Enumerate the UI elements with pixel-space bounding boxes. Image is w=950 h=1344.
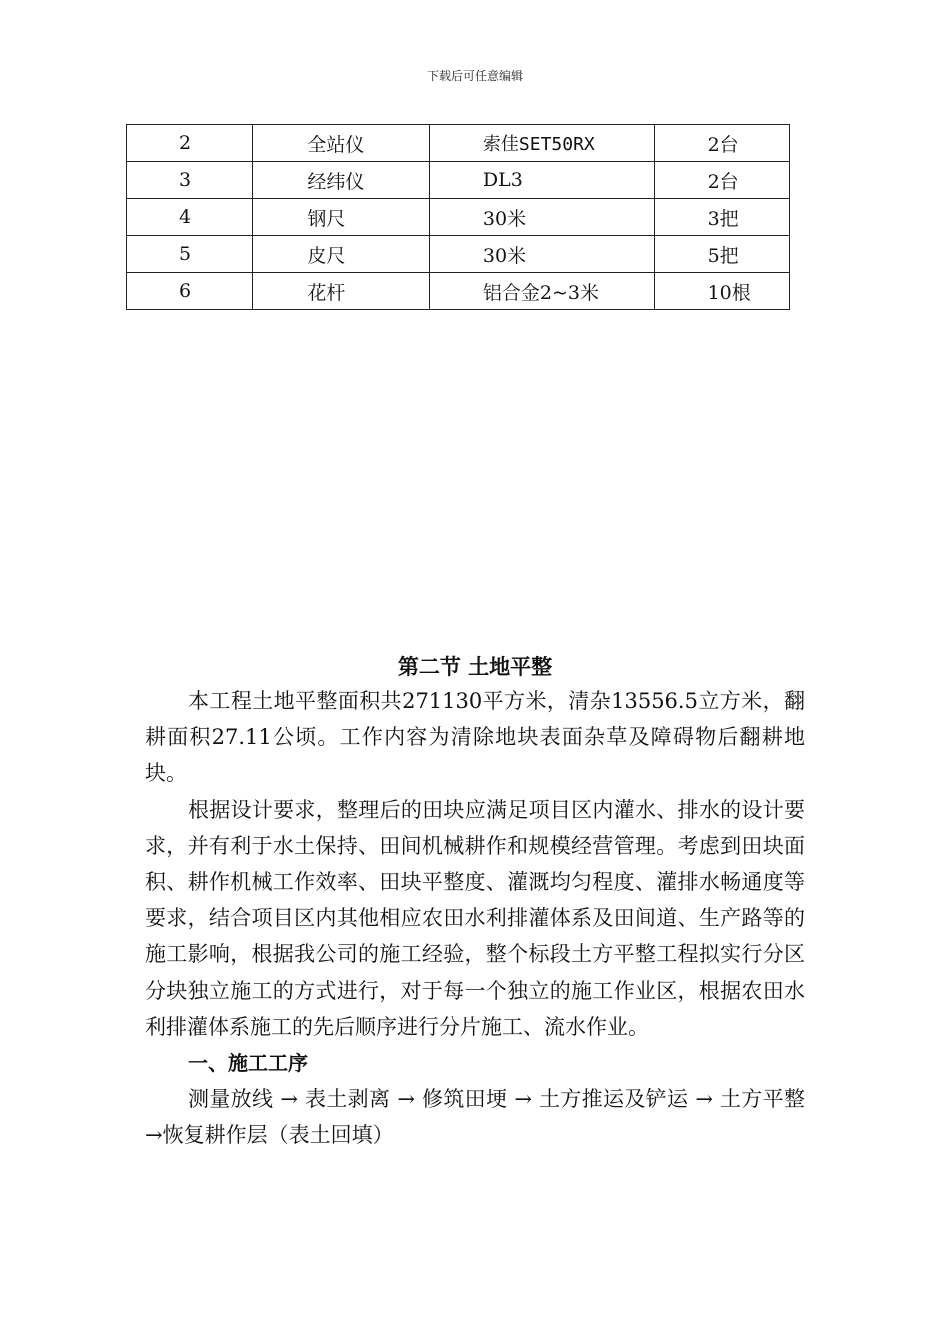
table-row	[127, 199, 790, 236]
row-number: 6	[127, 273, 253, 310]
process-flow: 测量放线 → 表土剥离 → 修筑田埂 → 土方推运及铲运 → 土方平整 →恢复耕作层（表土回填）	[145, 1087, 805, 1148]
equipment-spec: 30米	[429, 236, 654, 273]
equipment-spec: 30米	[429, 199, 654, 236]
equipment-spec: 铝合金2~3米	[429, 273, 654, 310]
subheading: 一、施工工序	[188, 1051, 308, 1076]
page-header: 下载后可任意编辑	[426, 69, 523, 83]
section-body	[145, 683, 805, 1154]
row-number: 2	[127, 125, 253, 162]
row-number: 5	[127, 236, 253, 273]
equipment-qty: 2台	[654, 125, 789, 162]
equipment-qty: 10根	[654, 273, 789, 310]
equipment-qty: 3把	[654, 199, 789, 236]
paragraph: 根据设计要求，整理后的田块应满足项目区内灌水、排水的设计要求，并有利于水土保持、田间机械耕作和规模经营管理。考虑到田块面积、耕作机械工作效率、田块平整度、灌溉均匀程度、灌排水畅通度等要求，结合项目区内其他相应农田水利排灌体系及田间道、生产路等的施工影响，根据我公司的施工经验，整个标段土方平整工程拟实行分区分块独立施工的方式进行，对于每一个独立的施工作业区，根据农田水利排灌体系施工的先后顺序进行分片施工、流水作业。	[145, 797, 805, 1039]
equipment-spec: 索佳SET50RX	[429, 125, 654, 162]
equipment-qty: 2台	[654, 162, 789, 199]
section-title: 第二节 土地平整	[397, 655, 553, 679]
table-row	[127, 125, 790, 162]
table-row	[127, 236, 790, 273]
equipment-name: 经纬仪	[253, 162, 430, 199]
paragraph: 本工程土地平整面积共271130平方米，清杂13556.5立方米，翻耕面积27.11公顷。工作内容为清除地块表面杂草及障碍物后翻耕地块。	[145, 689, 805, 786]
row-number: 3	[127, 162, 253, 199]
equipment-name: 皮尺	[253, 236, 430, 273]
row-number: 4	[127, 199, 253, 236]
table-row	[127, 273, 790, 310]
equipment-qty: 5把	[654, 236, 789, 273]
equipment-name: 全站仪	[253, 125, 430, 162]
equipment-spec: DL3	[429, 162, 654, 199]
equipment-table	[126, 124, 790, 310]
equipment-name: 花杆	[253, 273, 430, 310]
table-row	[127, 162, 790, 199]
equipment-name: 钢尺	[253, 199, 430, 236]
